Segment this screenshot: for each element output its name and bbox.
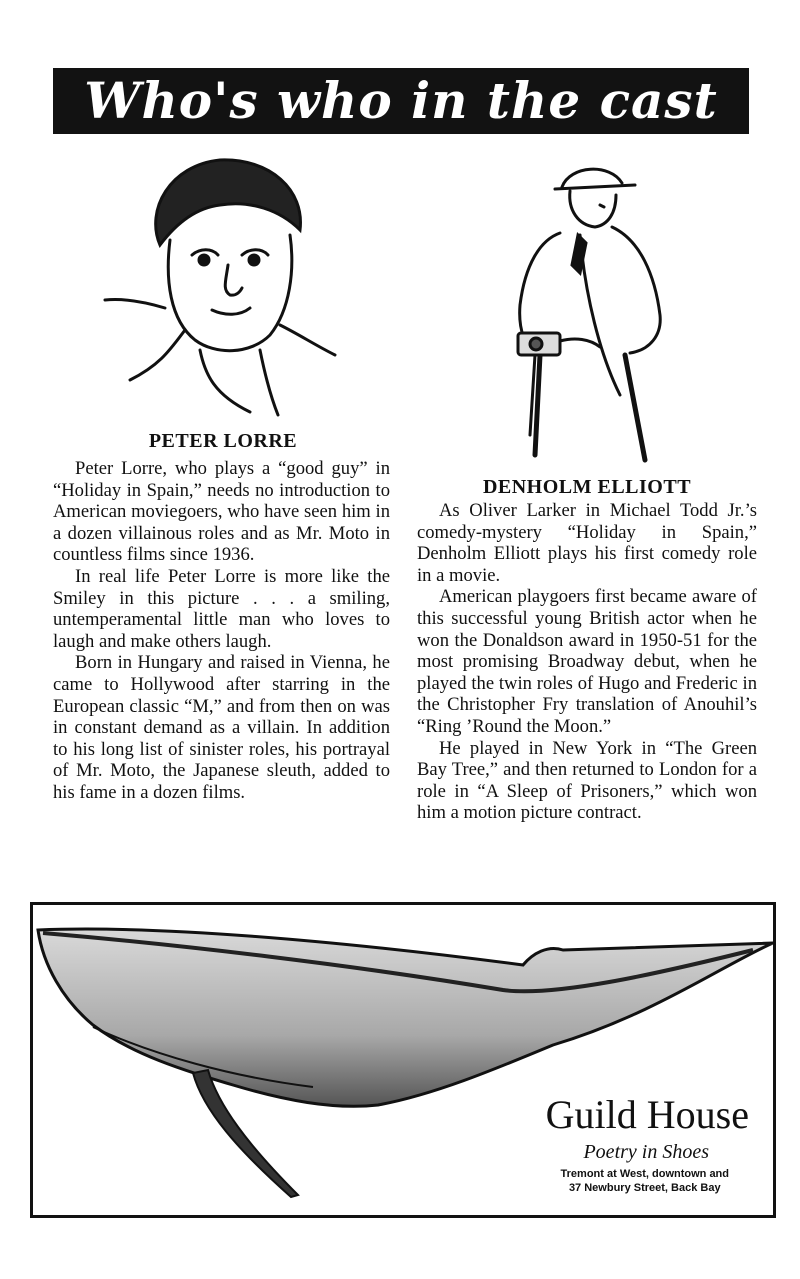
peter-lorre-portrait xyxy=(100,150,340,420)
denholm-elliott-name: DENHOLM ELLIOTT xyxy=(482,476,692,498)
page-title: Who's who in the cast xyxy=(84,71,718,130)
bio-paragraph: As Oliver Larker in Michael Todd Jr.’s comedy-mystery “Holiday in Spain,” Denholm Elliott plays his first comedy role in a movie. xyxy=(417,500,757,586)
bio-paragraph: In real life Peter Lorre is more like the Smiley in this picture . . . a smiling, untemperamental little man who loves to laugh and make others laugh. xyxy=(53,565,390,652)
denholm-elliott-portrait xyxy=(500,155,670,465)
bio-paragraph: Peter Lorre, who plays a “good guy” in “Holiday in Spain,” needs no introduction to American moviegoers, who have seen him in a dozen villainous roles and as Mr. Moto in countless films since 1936. xyxy=(53,458,390,566)
ad-address-line: 37 Newbury Street, Back Bay xyxy=(568,1182,721,1194)
ad-address xyxy=(561,1167,729,1195)
guild-house-ad xyxy=(30,902,776,1218)
ad-brand: Guild House xyxy=(545,1092,749,1137)
ad-tagline: Poetry in Shoes xyxy=(583,1141,709,1163)
bio-paragraph: Born in Hungary and raised in Vienna, he came to Hollywood after starring in the European classic “M,” and from then on was in constant demand as a villain. In addition to his long list of sinister roles, his portrayal of Mr. Moto, the Japanese sleuth, added to his fame in a dozen films. xyxy=(53,652,390,803)
bio-paragraph: American playgoers first became aware of this successful young British actor when he won the Donaldson award in 1950-51 for the most promising Broadway debut, when he played the twin roles of Hugo and Frederic in the Christopher Fry translation of Anouhil’s “Ring ’Round the Moon.” xyxy=(417,586,757,737)
bio-paragraph: He played in New York in “The Green Bay Tree,” and then returned to London for a role in “A Sleep of Prisoners,” which won him a motion picture contract. xyxy=(417,737,757,824)
peter-lorre-bio xyxy=(53,458,390,804)
title-banner xyxy=(53,68,749,134)
ad-address-line: Tremont at West, downtown and xyxy=(560,1168,729,1180)
peter-lorre-name: PETER LORRE xyxy=(148,430,298,452)
denholm-elliott-bio xyxy=(417,500,757,824)
